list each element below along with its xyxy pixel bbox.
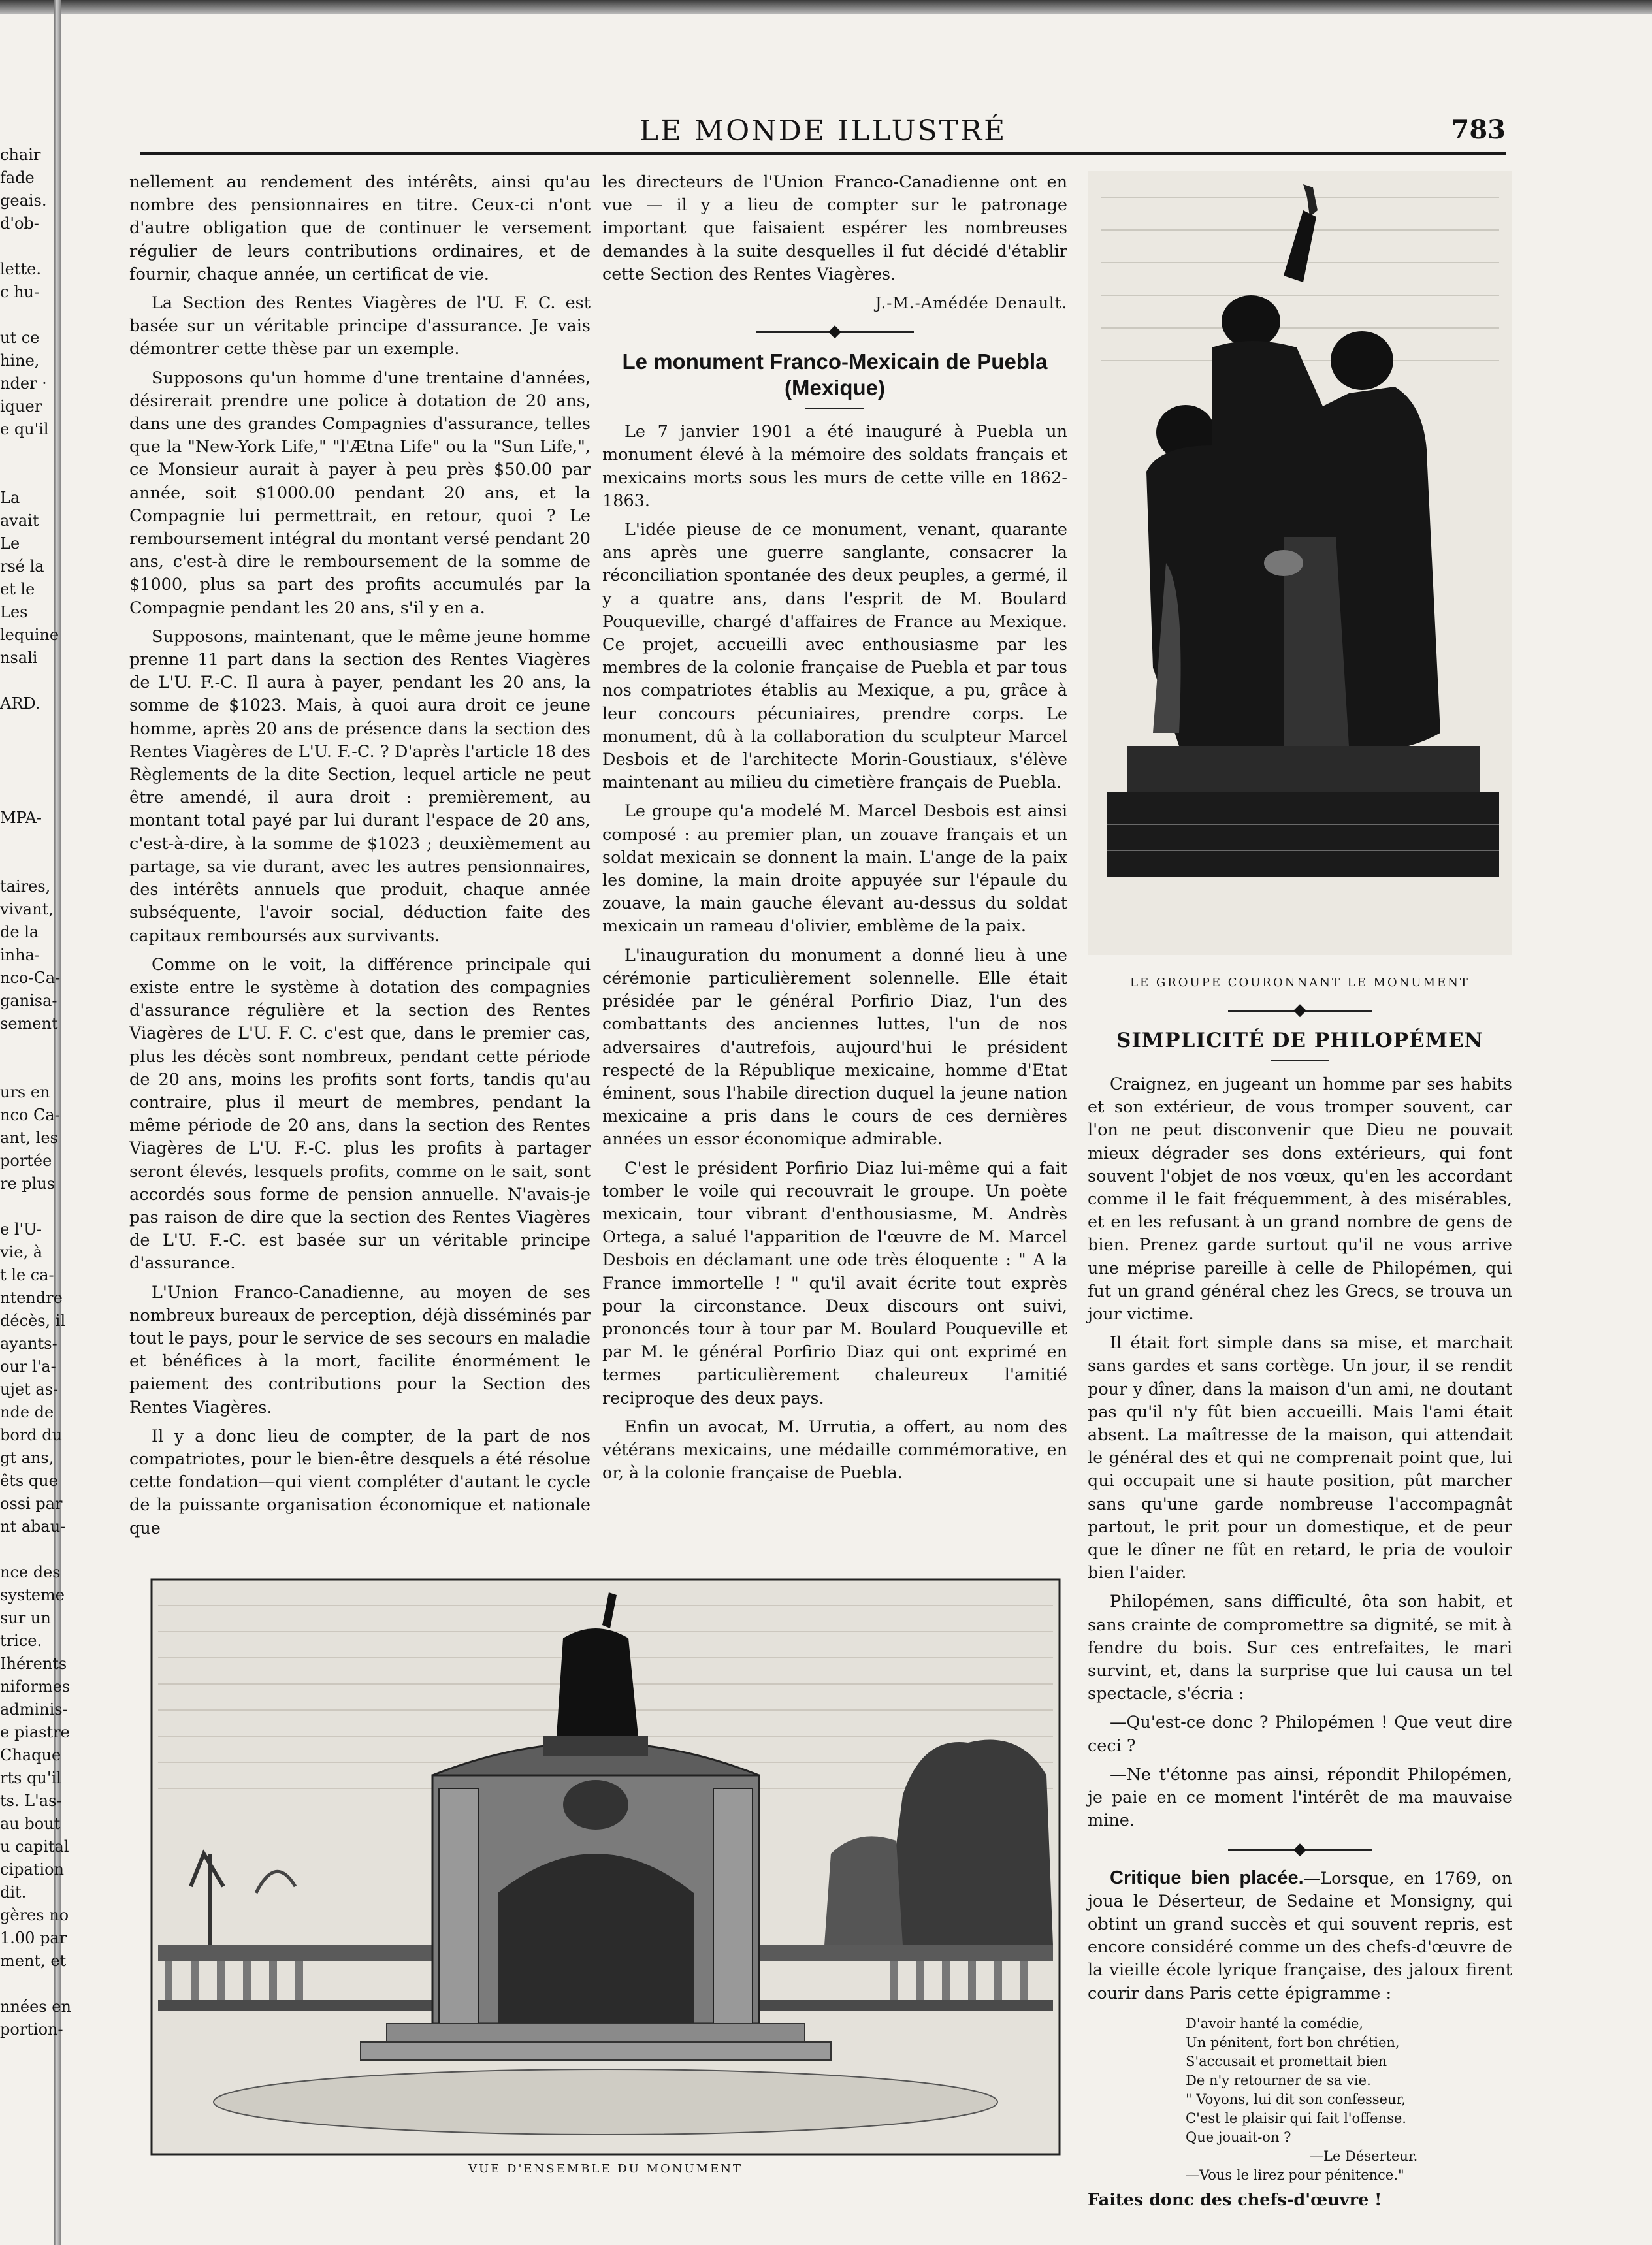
paragraph: Craignez, en jugeant un homme par ses habits et son extérieur, de vous tromper souvent, car l'on ne peut disconvenir que Dieu ne pouvait mieux dégrader ses dons extérieurs, qui font souvent l'objet de nos vœux, qu'en les accordant comme il le fait fréquemment, à des misérables, et en les refusant à un grand nombre de gens de bien. Prenez garde surtout qu'il ne vous arrive une méprise pareille à celle de Philopémen, qui fut un grand général chez les Grecs, se trouva un jour victime. <box>1088 1074 1512 1325</box>
strip-line: taires, <box>0 877 51 896</box>
strip-line: ut ce <box>0 329 40 347</box>
strip-line <box>0 1035 57 1058</box>
strip-line: MPA- <box>0 809 42 827</box>
strip-line: ganisa- <box>0 992 57 1010</box>
masthead <box>140 114 1506 153</box>
strip-line: 1.00 par <box>0 1929 67 1947</box>
article-heading: SIMPLICITÉ DE PHILOPÉMEN <box>1116 1029 1483 1052</box>
paragraph: nellement au rendement des intérêts, ainsi qu'au nombre des pensionnaires en titre. Ceux-ci n'ont d'autre obligation que de continuer le versement régulier de leurs contributions ordinaires, et de fournir, chaque année, un certificat de vie. <box>129 172 591 284</box>
strip-line: ts. L'as- <box>0 1792 62 1810</box>
closing-line: Faites donc des chefs-d'œuvre ! <box>1088 2189 1382 2210</box>
section-ornament <box>602 324 1067 340</box>
header-rule <box>140 152 1506 155</box>
strip-line: e qu'il <box>0 420 49 438</box>
strip-line <box>0 235 57 258</box>
monument-group-engraving <box>1088 171 1512 955</box>
column-3 <box>1088 1003 1512 2218</box>
paragraph: L'inauguration du monument a donné lieu à une cérémonie particulièrement solennelle. Elle était présidée par le général Porfirio Diaz, l'un des combattants des anciennes luttes, l'un de nos adversaires d'autrefois, aujourd'hui le président respecté de la République mexicaine, homme d'Etat éminent, sous l'habile direction duquel la jeune nation mexicaine a pris dans le cours de ces dernières années un essor économique admirable. <box>602 945 1067 1150</box>
strip-line <box>0 1195 57 1218</box>
strip-line <box>0 738 57 761</box>
strip-line <box>0 1538 57 1561</box>
strip-line: e piastre <box>0 1723 70 1741</box>
strip-line: nder · <box>0 374 47 393</box>
strip-line: nde de <box>0 1403 54 1421</box>
paragraph: Philopémen, sans difficulté, ôta son habit, et sans crainte de compromettre sa dignité, se mit à fendre du bois. Sur ces entrefaites, le mari survint, et, dans la surprise que lui causa un tel spectacle, s'écria : <box>1088 1592 1512 1704</box>
strip-line: trice. <box>0 1632 42 1650</box>
strip-line <box>0 830 57 852</box>
strip-line: sement <box>0 1014 58 1033</box>
strip-line: nce des <box>0 1563 61 1581</box>
strip-line: La <box>0 489 20 507</box>
page-number: 783 <box>1451 114 1506 145</box>
strip-line: ARD. <box>0 694 40 713</box>
strip-line: re plus <box>0 1174 56 1193</box>
strip-line: geais. <box>0 191 47 210</box>
figure-group <box>1088 171 1512 990</box>
strip-line: u capital <box>0 1837 69 1856</box>
strip-line: fade <box>0 169 35 187</box>
strip-line: décès, il <box>0 1312 66 1330</box>
strip-line: niformes <box>0 1677 71 1696</box>
strip-line: nco Ca- <box>0 1106 60 1124</box>
strip-line: gères no <box>0 1906 69 1924</box>
strip-line <box>0 304 57 327</box>
strip-line <box>0 464 57 487</box>
strip-line: urs en <box>0 1083 50 1101</box>
paragraph: L'Union Franco-Canadienne, au moyen de ses nombreux bureaux de perception, déjà disséminés par tout le pays, pour le service de ses secours en maladie et bénéfices à la mort, facilite énormément le paiement des contributions pour la Section des Rentes Viagères. <box>129 1282 591 1417</box>
strip-line: bord du <box>0 1426 63 1444</box>
strip-line: nnées en <box>0 1997 71 2016</box>
facing-page-strip <box>0 144 71 2169</box>
paragraph: Supposons, maintenant, que le même jeune homme prenne 11 part dans la section des Rentes Viagères de L'U. F.-C. Il aura à payer, pendant les 20 ans, la somme de $1023. Mais, à quoi aura droit ce jeune homme, après 20 ans de présence dans la section des Rentes Viagères de L'U. F.-C. ? D'après l'article 18 des Règlements de la dite Section, lequel article ne peut être amendé, il aura droit : premièrement, au montant total payé par lui durant l'espace de 20 ans, c'est-à-dire, à la somme de $1023 ; deuxièmement au partage, sa vie durant, avec les autres pensionnaires, des intérêts annuels que produit, chaque année subséquente, l'avoir social, déduction faite des capitaux remboursés aux survivants. <box>129 626 591 946</box>
paragraph: C'est le président Porfirio Diaz lui-même qui a fait tomber le voile qui recouvrait le groupe. Un poète mexicain, tour vibrant d'enthousiasme, M. Andrès Ortega, a salué l'apparition de l'œuvre de M. Marcel Desbois en déclamant une ode très éloquente : " A la France immortelle ! " qu'il avait écrite tout exprès pour la circonstance. Deux discours ont suivi, prononcés tour à tour par M. Boulard Pouqueville et par M. le général Porfirio Diaz qui ont exprimé en termes particulièrement chaleureux l'amitié reciproque des deux pays. <box>602 1158 1067 1408</box>
strip-line: portée <box>0 1152 52 1170</box>
strip-line: ntendre <box>0 1289 63 1307</box>
strip-line: ment, et <box>0 1952 67 1970</box>
strip-line: êts que <box>0 1472 58 1490</box>
strip-line: ossi par <box>0 1494 63 1513</box>
strip-line: d'ob- <box>0 214 39 233</box>
figure-caption: LE GROUPE COURONNANT LE MONUMENT <box>1130 976 1470 990</box>
strip-line: rsé la <box>0 557 44 575</box>
poem-line: C'est le plaisir qui fait l'offense. <box>1186 2110 1406 2126</box>
poem-line: D'avoir hanté la comédie, <box>1186 2015 1364 2031</box>
paragraph: L'idée pieuse de ce monument, venant, quarante ans après une guerre sanglante, consacrer la réconciliation spontanée des deux peuples, a germé, il y a quatre ans, dans l'esprit de M. Boulard Pouqueville, chargé d'affaires de France au Mexique. Ce projet, accueilli avec enthousiasme par les membres de la colonie française de Puebla et par tous nos compatriotes établis au Mexique, a pu, grâce à leur concours pécuniaires, prendre corps. Le monument, dû à la collaboration du sculpteur Marcel Desbois et de l'architecte Morin-Goustiaux, s'élève maintenant au milieu du cimetière français de Puebla. <box>602 520 1067 793</box>
paragraph: —Ne t'étonne pas ainsi, répondit Philopémen, je paie en ce moment l'intérêt de ma mauvaise mine. <box>1088 1764 1512 1831</box>
paragraph: Comme on le voit, la différence principale qui existe entre le système à dotation des compagnies d'assurance régulière et la section des Rentes Viagères de L'U. F. C. c'est que, dans le premier cas, plus les décès sont nombreux, pendant cette période de 20 ans, moins les profits sont forts, tandis qu'au contraire, plus il meurt de membres, pendant la même période de 20 ans, dans la section des Rentes Viagères de L'U. F.-C. plus les profits à partager seront élevés, lesquels profits, comme on le sait, sont accordés sous forme de pension annuelle. N'avais-je pas raison de dire que la section des Rentes Viagères de L'U. F.-C. est basée sur un véritable principe d'assurance. <box>129 954 591 1274</box>
poem-line: S'accusait et promettait bien <box>1186 2053 1387 2069</box>
strip-line: rts qu'il <box>0 1769 61 1787</box>
strip-line <box>0 1058 57 1081</box>
run-in-title: Critique bien placée. <box>1110 1867 1304 1888</box>
paragraph <box>1088 1867 1512 2005</box>
strip-line: de la <box>0 923 39 941</box>
paragraph: Le 7 janvier 1901 a été inauguré à Puebla un monument élevé à la mémoire des soldats français et mexicains morts sous les murs de cette ville en 1862-1863. <box>602 422 1067 511</box>
strip-line: lequine <box>0 626 59 644</box>
strip-line: t le ca- <box>0 1266 54 1284</box>
strip-line: dit. <box>0 1883 27 1901</box>
figure-overview <box>152 1579 1060 2176</box>
strip-line <box>0 784 57 807</box>
section-ornament <box>1088 1842 1512 1858</box>
strip-line: gt ans, <box>0 1449 54 1467</box>
strip-line: avait <box>0 511 39 530</box>
strip-line: portion- <box>0 2020 63 2039</box>
strip-line: chair <box>0 146 41 164</box>
strip-line: nco-Ca- <box>0 969 61 987</box>
strip-line: nt abau- <box>0 1517 66 1536</box>
poem-line: De n'y retourner de sa vie. <box>1186 2072 1371 2088</box>
strip-line: c hu- <box>0 283 40 301</box>
paragraph: Le groupe qu'a modelé M. Marcel Desbois est ainsi composé : au premier plan, un zouave français et un soldat mexicain se donnent la main. L'ange de la paix les domine, la main droite appuyée sur l'épaule du zouave, la main gauche élevant au-dessus du soldat mexicain un rameau d'olivier, emblème de la paix. <box>602 801 1067 937</box>
strip-line <box>0 1973 57 1995</box>
heading-rule <box>1271 1060 1329 1061</box>
strip-line: our l'a- <box>0 1357 56 1376</box>
strip-line: iquer <box>0 397 42 415</box>
strip-line: au bout <box>0 1815 61 1833</box>
strip-line <box>0 441 57 464</box>
paragraph: Il était fort simple dans sa mise, et marchait sans gardes et sans cortège. Un jour, il se rendit pour y dîner, dans la maison d'un ami, ne doutant pas qu'il n'y fût bien accueilli. Mais l'ami était absent. La maîtresse de la maison, qui attendait le général des et qui ne comprenait point que, lui qui occupait une si haute position, pût marcher sans qu'une garde nombreuse l'accompagnât partout, le prit pour un domestique, et de peur que le dîner ne fût en retard, le pria de vouloir bien l'aider. <box>1088 1333 1512 1583</box>
strip-line: vie, à <box>0 1243 43 1261</box>
column-2 <box>602 171 1067 1491</box>
strip-line: Ihérents <box>0 1655 67 1673</box>
journal-title: LE MONDE ILLUSTRÉ <box>639 114 1007 148</box>
author-signature: J.-M.-Amédée Denault. <box>875 294 1067 313</box>
poem-line: " Voyons, lui dit son confesseur, <box>1186 2091 1406 2107</box>
strip-line: Chaque <box>0 1746 61 1764</box>
strip-line <box>0 852 57 875</box>
strip-line <box>0 715 57 738</box>
poem-line: Que jouait-on ? <box>1186 2129 1291 2145</box>
strip-line: hine, <box>0 351 40 370</box>
critique-text: —Lorsque, en 1769, on joua le Déserteur, de Sedaine et Monsigny, qui obtint un grand succès et qui souvent repris, est encore considéré comme un des chefs-d'œuvre de la vieille école lyrique française, des jaloux firent courir dans Paris cette épigramme : <box>1088 1868 1512 2003</box>
paragraph: La Section des Rentes Viagères de l'U. F. C. est basée sur un véritable principe d'assurance. Je vais démontrer cette thèse par un exemple. <box>129 293 591 359</box>
strip-line: et le <box>0 580 35 598</box>
heading-rule <box>805 408 864 409</box>
strip-line: lette. <box>0 260 41 278</box>
strip-line: vivant, <box>0 900 54 918</box>
strip-line: ant, les <box>0 1129 58 1147</box>
monument-overview-engraving <box>152 1579 1060 2154</box>
paragraph: —Qu'est-ce donc ? Philopémen ! Que veut dire ceci ? <box>1088 1713 1512 1756</box>
strip-line <box>0 670 57 692</box>
poem-line: —Le Déserteur. <box>1310 2148 1418 2164</box>
paragraph: les directeurs de l'Union Franco-Canadienne ont en vue — il y a lieu de compter sur le patronage important que faisaient espérer les nombreuses demandes à la suite desquelles il fut décidé d'établir cette Section des Rentes Viagères. <box>602 172 1067 284</box>
column-1 <box>129 171 591 1546</box>
strip-line: ujet as- <box>0 1380 59 1398</box>
poem-line: Un pénitent, fort bon chrétien, <box>1186 2034 1400 2050</box>
paragraph: Enfin un avocat, M. Urrutia, a offert, au nom des vétérans mexicains, une médaille commémorative, en or, à la colonie française de Puebla. <box>602 1417 1067 1483</box>
article-heading: Le monument Franco-Mexicain de Puebla (Mexique) <box>622 349 1048 400</box>
strip-line: nsali <box>0 649 38 667</box>
strip-line: systeme <box>0 1586 65 1604</box>
epigram <box>1186 2014 1512 2185</box>
strip-line: Le <box>0 534 20 553</box>
strip-line: adminis- <box>0 1700 68 1719</box>
poem-line: —Vous le lirez pour pénitence." <box>1186 2167 1404 2183</box>
strip-line: e l'U- <box>0 1220 42 1238</box>
section-ornament <box>1088 1003 1512 1018</box>
strip-line <box>0 761 57 784</box>
paragraph: Il y a donc lieu de compter, de la part de nos compatriotes, pour le bien-être desquels a été résolue cette fondation—qui vient compléter d'autant le cycle de la puissante organisation économique et nationale que <box>129 1426 591 1538</box>
strip-line: ayants- <box>0 1334 57 1353</box>
strip-line: Les <box>0 603 28 621</box>
paragraph: Supposons qu'un homme d'une trentaine d'années, désirerait prendre une police à dotation de 20 ans, dans une des grandes Compagnies d'assurance, telles que la "New-York Life," "l'Ætna Life" ou la "Sun Life,", ce Monsieur aurait à payer à peu près $50.00 par année, soit $1000.00 pendant 20 ans, et la Compagnie lui permettrait, en retour, quoi ? Le remboursement intégral du montant versé pendant 20 ans, c'est-à dire le remboursement de la somme de $1000, plus sa part des profits accumulés par la Compagnie pendant les 20 ans, s'il y en a. <box>129 368 591 618</box>
page-top-edge <box>0 0 1652 14</box>
strip-line: cipation <box>0 1860 65 1879</box>
strip-line: inha- <box>0 946 40 964</box>
strip-line: sur un <box>0 1609 51 1627</box>
figure-caption: VUE D'ENSEMBLE DU MONUMENT <box>468 2162 743 2176</box>
